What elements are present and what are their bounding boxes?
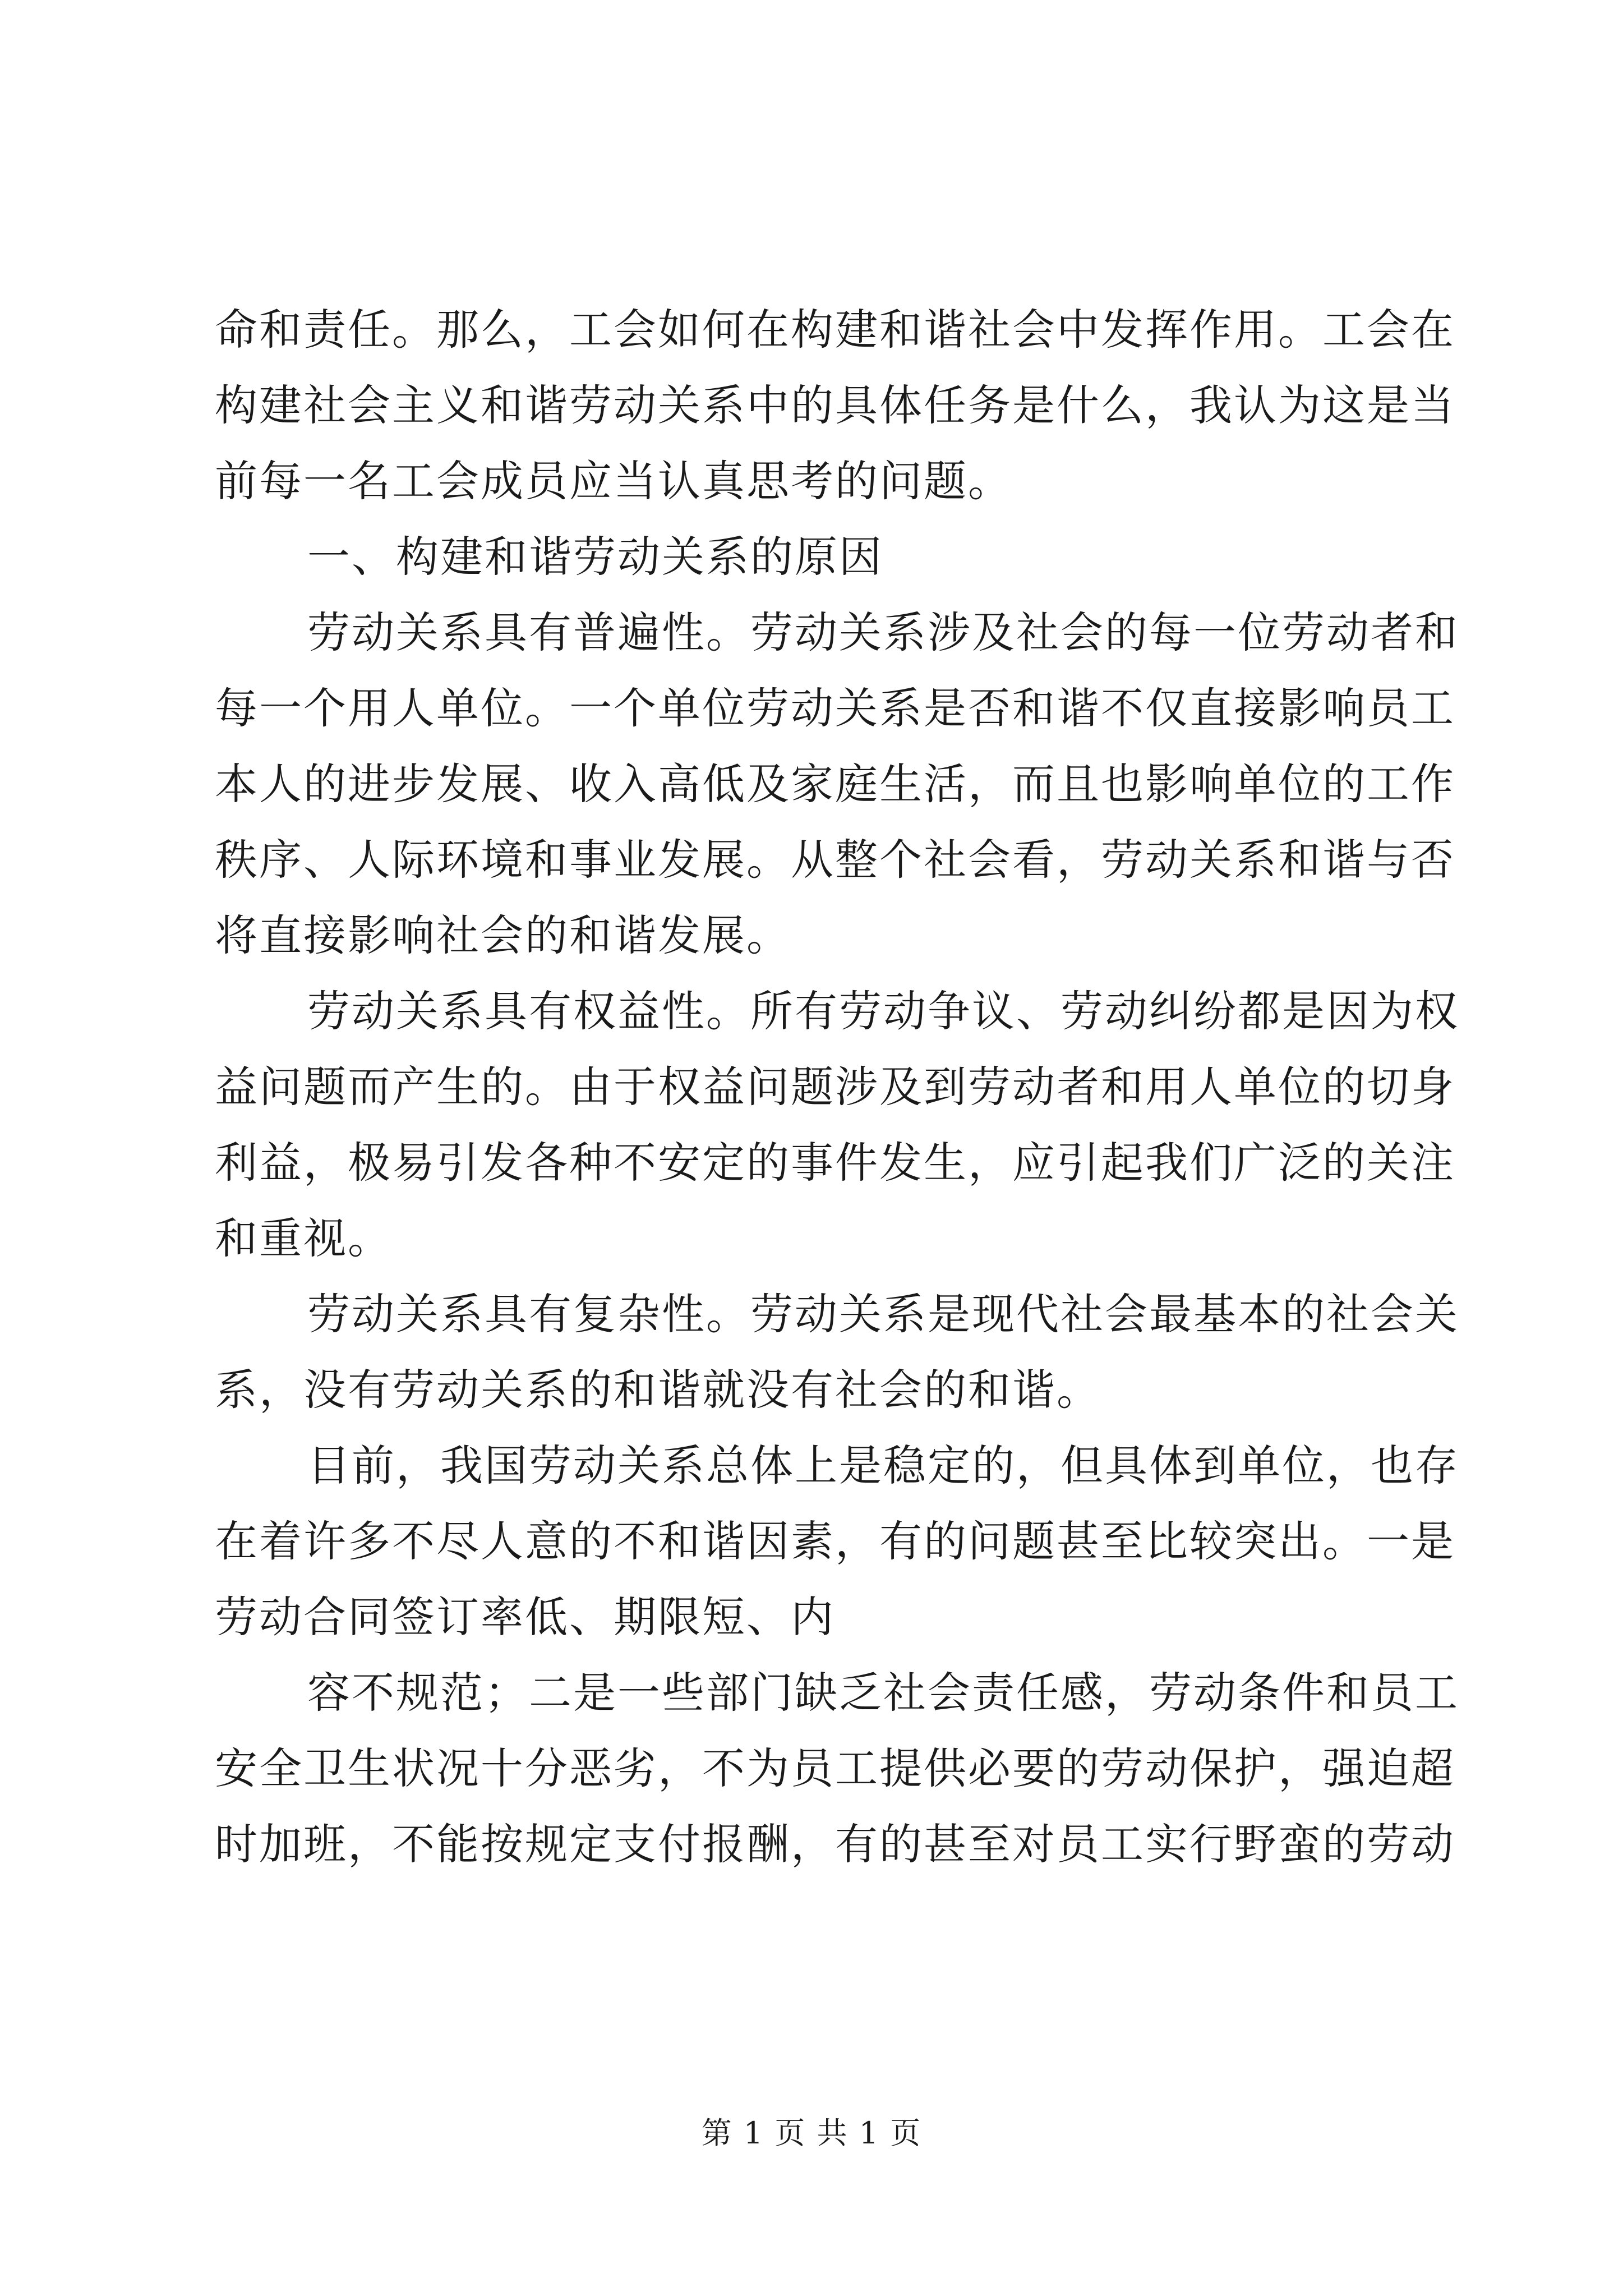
text-line: 构建社会主义和谐劳动关系中的具体任务是什么，我认为这是当 bbox=[215, 380, 1455, 430]
text-line: 劳动关系具有权益性。所有劳动争议、劳动纠纷都是因为权 bbox=[307, 986, 1459, 1036]
text-line: 利益，极易引发各种不安定的事件发生，应引起我们广泛的关注 bbox=[215, 1138, 1455, 1188]
text-line: 和重视。 bbox=[215, 1213, 392, 1263]
text-line: 容不规范；二是一些部门缺乏社会责任感，劳动条件和员工 bbox=[307, 1668, 1459, 1718]
text-line: 系，没有劳动关系的和谐就没有社会的和谐。 bbox=[215, 1365, 1101, 1415]
text-line: 本人的进步发展、收入高低及家庭生活，而且也影响单位的工作 bbox=[215, 759, 1455, 809]
text-line: 将直接影响社会的和谐发展。 bbox=[215, 910, 791, 960]
text-line: 安全卫生状况十分恶劣，不为员工提供必要的劳动保护，强迫超 bbox=[215, 1743, 1455, 1793]
text-line: 目前，我国劳动关系总体上是稳定的，但具体到单位，也存 bbox=[307, 1441, 1459, 1490]
document-body bbox=[215, 292, 1459, 1882]
text-line: 时加班，不能按规定支付报酬，有的甚至对员工实行野蛮的劳动 bbox=[215, 1819, 1455, 1869]
section-heading: 一、构建和谐劳动关系的原因 bbox=[307, 532, 883, 582]
text-line: 秩序、人际环境和事业发展。从整个社会看，劳动关系和谐与否 bbox=[215, 835, 1455, 885]
page-number-label: 第 1 页 共 1 页 bbox=[701, 2115, 922, 2151]
text-line: 命和责任。那么，工会如何在构建和谐社会中发挥作用。工会在 bbox=[215, 305, 1455, 355]
text-line: 每一个用人单位。一个单位劳动关系是否和谐不仅直接影响员工 bbox=[215, 683, 1455, 733]
page-footer bbox=[0, 2109, 1623, 2152]
text-line: 前每一名工会成员应当认真思考的问题。 bbox=[215, 456, 1012, 506]
text-line: 劳动关系具有普遍性。劳动关系涉及社会的每一位劳动者和 bbox=[307, 608, 1459, 657]
text-line: 劳动关系具有复杂性。劳动关系是现代社会最基本的社会关 bbox=[307, 1289, 1459, 1339]
text-line: 益问题而产生的。由于权益问题涉及到劳动者和用人单位的切身 bbox=[215, 1062, 1455, 1112]
text-line: 劳动合同签订率低、期限短、内 bbox=[215, 1592, 835, 1642]
text-line: 在着许多不尽人意的不和谐因素，有的问题甚至比较突出。一是 bbox=[215, 1516, 1455, 1566]
